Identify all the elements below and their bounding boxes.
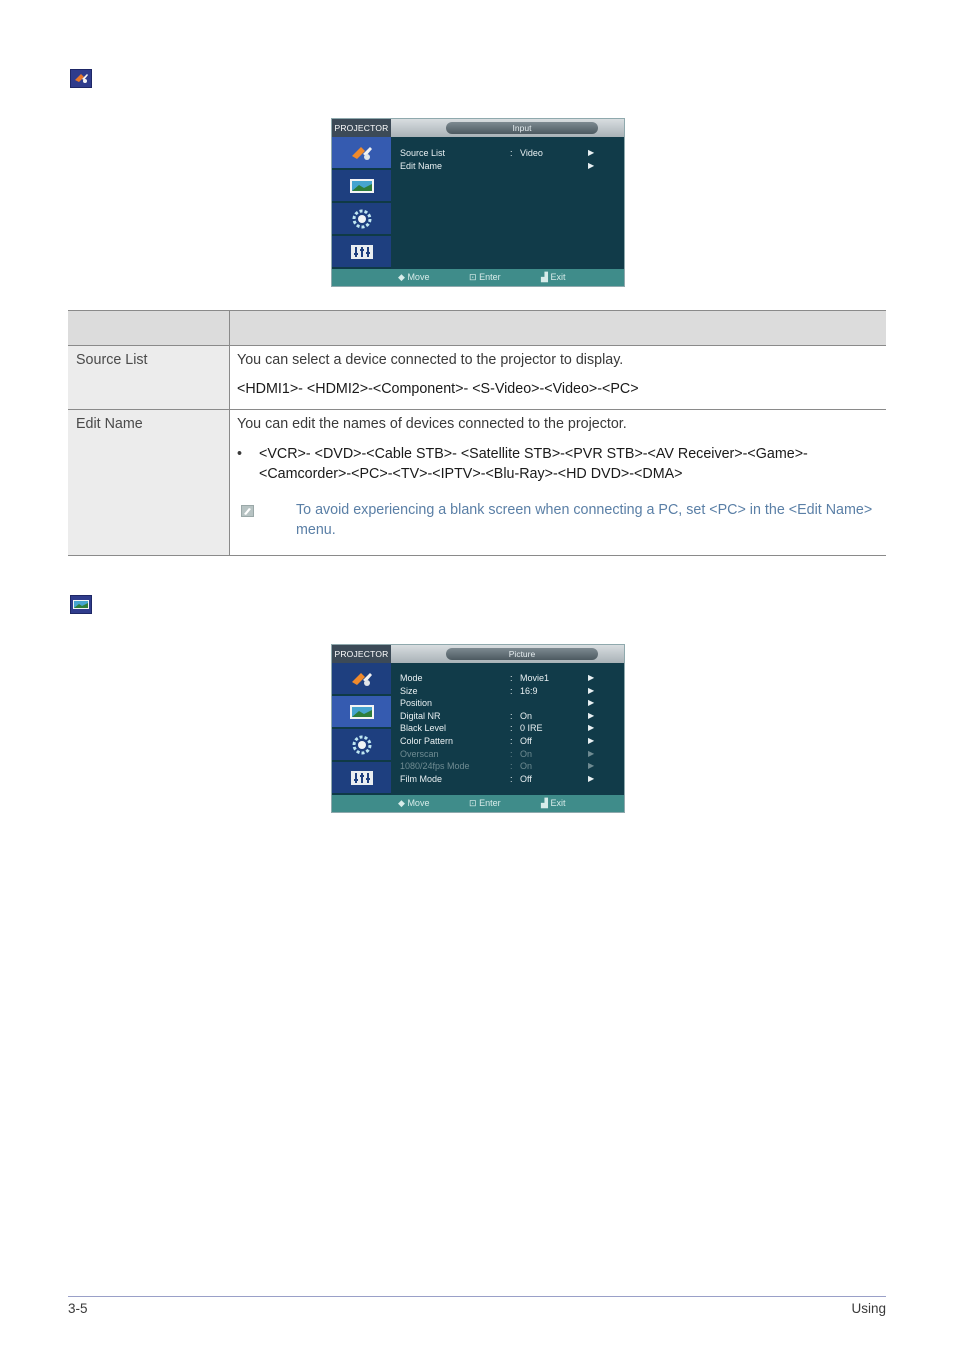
- enter-label: Enter: [479, 272, 501, 282]
- picture-icon: [349, 701, 375, 723]
- row-label: Overscan: [400, 748, 439, 759]
- osd-row-mode[interactable]: [400, 672, 620, 684]
- row-value: On: [520, 710, 533, 721]
- gear-icon: [349, 734, 375, 756]
- exit-hint: [541, 795, 565, 812]
- updown-icon: ◆: [398, 272, 405, 282]
- footer-rule: [68, 1296, 886, 1297]
- osd-row-1080-24fps-mode[interactable]: [400, 760, 620, 772]
- row-colon: :: [510, 673, 513, 683]
- osd-footer: [332, 269, 624, 286]
- option-name: Source List: [68, 346, 230, 410]
- row-colon: :: [510, 148, 513, 158]
- osd-row-black-level[interactable]: [400, 722, 620, 734]
- table-row: [68, 346, 886, 410]
- input-sources-list: <HDMI1>- <HDMI2>-<Component>- <S-Video>-<Video>-<PC>: [237, 381, 639, 397]
- arrow-right-icon: ▶: [588, 685, 595, 695]
- osd-tab-setup[interactable]: [332, 729, 391, 761]
- row-value: 0 IRE: [520, 723, 543, 734]
- row-value: Video: [520, 148, 543, 158]
- row-value: Movie1: [520, 673, 550, 683]
- row-label: Position: [400, 698, 433, 709]
- row-colon: :: [510, 773, 513, 784]
- note-icon: [241, 505, 254, 517]
- row-label: Digital NR: [400, 710, 441, 721]
- table-header-name: [68, 311, 230, 346]
- row-value: On: [520, 748, 533, 759]
- osd-header: [332, 645, 624, 663]
- osd-row-digital-nr[interactable]: [400, 710, 620, 722]
- osd-tab-picture[interactable]: [332, 696, 391, 728]
- arrow-right-icon: ▶: [588, 761, 595, 771]
- arrow-right-icon: ▶: [588, 773, 595, 783]
- gear-icon: [349, 208, 375, 230]
- osd-brand: PROJECTOR: [332, 645, 391, 663]
- input-options-table: [68, 310, 886, 556]
- option-description: [230, 410, 887, 556]
- row-label: Source List: [400, 148, 446, 158]
- enter-icon: ⊡: [469, 272, 477, 282]
- picture-section-icon: [70, 595, 92, 614]
- row-value: Off: [520, 773, 532, 784]
- arrow-right-icon: ▶: [588, 736, 595, 745]
- move-label: Move: [407, 272, 430, 282]
- osd-title: Picture: [446, 648, 598, 660]
- exit-icon: ▟: [541, 798, 548, 808]
- osd-row-size[interactable]: [400, 685, 620, 697]
- row-colon: :: [510, 685, 513, 696]
- osd-sidebar: [332, 137, 391, 269]
- option-sliders-icon: [349, 767, 375, 789]
- osd-row-edit-name[interactable]: [400, 160, 620, 172]
- section-name: Using: [851, 1301, 886, 1316]
- table-header-row: [68, 311, 886, 346]
- osd-tab-picture[interactable]: [332, 170, 391, 202]
- osd-footer: [332, 795, 624, 812]
- osd-row-color-pattern[interactable]: [400, 735, 620, 747]
- osd-tab-option[interactable]: [332, 236, 391, 268]
- osd-tab-setup[interactable]: [332, 203, 391, 235]
- description-text: You can select a device connected to the projector to display.: [237, 352, 624, 368]
- note-text: To avoid experiencing a blank screen when connecting a PC, set <PC> in the <Edit Name> menu.: [296, 502, 873, 538]
- row-value: 16:9: [520, 685, 538, 696]
- arrow-right-icon: ▶: [588, 161, 595, 170]
- row-colon: :: [510, 710, 513, 721]
- arrow-right-icon: ▶: [588, 673, 595, 682]
- row-label: Size: [400, 685, 418, 696]
- option-name: Edit Name: [68, 410, 230, 556]
- row-colon: :: [510, 748, 513, 759]
- table-header-description: [230, 311, 887, 346]
- enter-hint: [469, 795, 501, 812]
- table-row: [68, 410, 886, 556]
- arrow-right-icon: ▶: [588, 710, 595, 720]
- osd-title: Input: [446, 122, 598, 134]
- row-value: On: [520, 761, 533, 772]
- row-label: Mode: [400, 673, 423, 683]
- row-colon: :: [510, 723, 513, 734]
- arrow-right-icon: ▶: [588, 748, 595, 758]
- description-text: You can edit the names of devices connected to the projector.: [237, 416, 627, 432]
- osd-tab-input[interactable]: [332, 137, 391, 169]
- enter-hint: [469, 269, 501, 286]
- move-hint: [398, 269, 429, 286]
- arrow-right-icon: ▶: [588, 698, 595, 708]
- osd-header: [332, 119, 624, 137]
- input-plug-icon: [349, 142, 375, 164]
- osd-sidebar: [332, 663, 391, 795]
- osd-tab-option[interactable]: [332, 762, 391, 794]
- move-hint: [398, 795, 429, 812]
- bullet-marker: •: [237, 446, 243, 462]
- device-names-text: <VCR>- <DVD>-<Cable STB>- <Satellite STB>-<PVR STB>-<AV Receiver>-<Game>-<Camcorder>-<PC>-<TV>-<IPTV>-<Blu-Ray>-<HD DVD>-<DMA>: [259, 446, 808, 482]
- osd-body: [391, 137, 624, 269]
- picture-osd-menu: [331, 644, 625, 813]
- move-label: Move: [407, 798, 430, 808]
- updown-icon: ◆: [398, 798, 405, 808]
- exit-icon: ▟: [541, 272, 548, 282]
- input-osd-menu: [331, 118, 625, 287]
- arrow-right-icon: ▶: [588, 148, 595, 157]
- row-label: 1080/24fps Mode: [400, 761, 470, 772]
- row-label: Edit Name: [400, 161, 443, 171]
- row-value: Off: [520, 736, 532, 746]
- osd-body: [391, 663, 624, 795]
- osd-row-film-mode[interactable]: [400, 773, 620, 785]
- row-colon: :: [510, 736, 513, 746]
- osd-row-position[interactable]: [400, 697, 620, 709]
- page-number: 3-5: [68, 1301, 88, 1316]
- exit-label: Exit: [550, 798, 566, 808]
- input-section-icon: [70, 69, 92, 88]
- osd-row-source-list[interactable]: [400, 147, 620, 159]
- enter-icon: ⊡: [469, 798, 477, 808]
- osd-brand: PROJECTOR: [332, 119, 391, 137]
- option-sliders-icon: [349, 241, 375, 263]
- row-label: Black Level: [400, 723, 447, 734]
- note: [237, 500, 878, 540]
- row-colon: :: [510, 761, 513, 772]
- option-description: [230, 346, 887, 410]
- input-plug-icon: [349, 668, 375, 690]
- device-names-bullet: [237, 444, 878, 484]
- exit-hint: [541, 269, 565, 286]
- exit-label: Exit: [550, 272, 566, 282]
- row-label: Color Pattern: [400, 736, 454, 746]
- enter-label: Enter: [479, 798, 501, 808]
- osd-row-overscan[interactable]: [400, 748, 620, 760]
- arrow-right-icon: ▶: [588, 723, 595, 733]
- picture-icon: [349, 175, 375, 197]
- osd-tab-input[interactable]: [332, 663, 391, 695]
- row-label: Film Mode: [400, 773, 443, 784]
